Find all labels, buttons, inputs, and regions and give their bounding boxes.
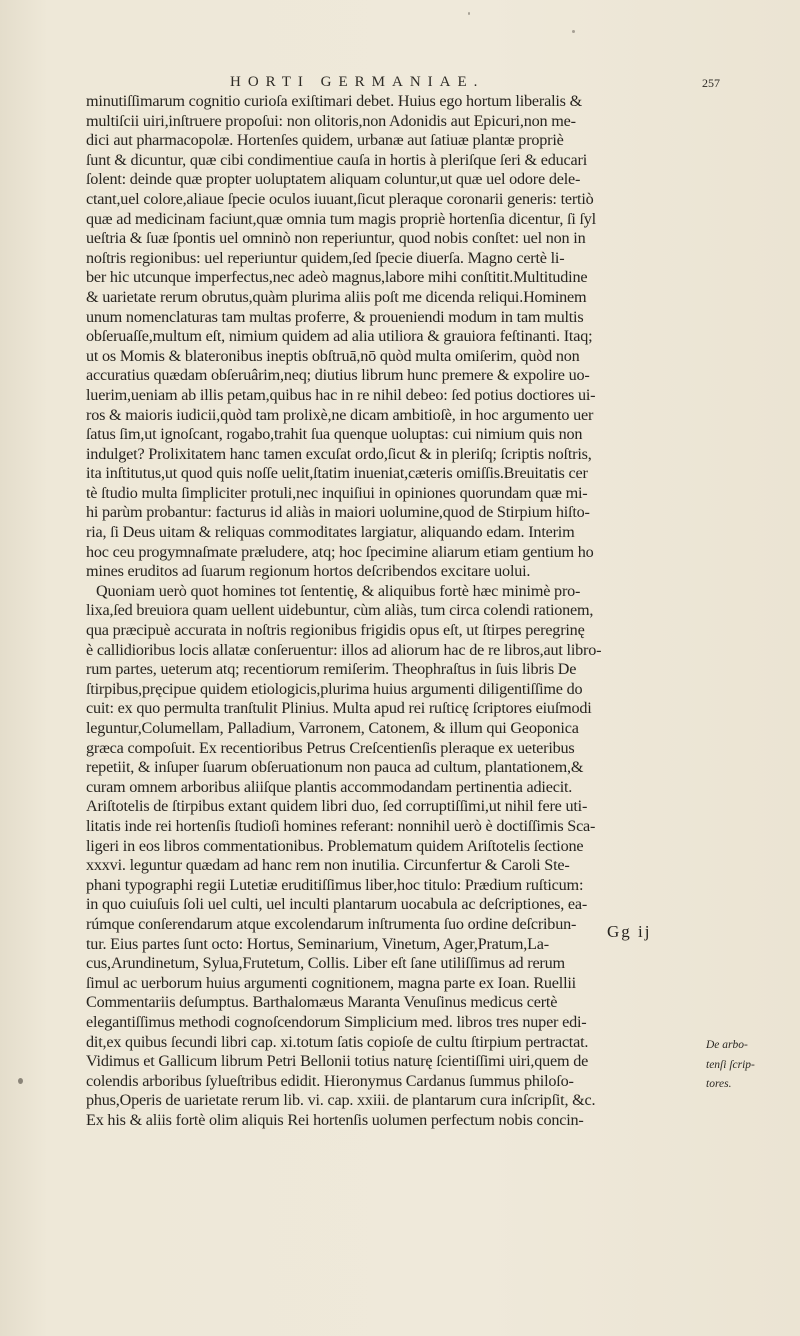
text-line: Quoniam uerò quot homines tot ſententię, & aliquibus fortè hæc minimè pro- (96, 581, 581, 600)
text-line: ſtirpibus,pręcipue quidem etiologicis,plurima huius argumenti diligentiſſime do (86, 679, 583, 698)
signature-mark: Gg ij (607, 922, 652, 941)
text-line: litatis inde rei hortenſis ſtudioſi homines referant: nonnihil uerò è doctiſſimis Sca- (86, 816, 596, 835)
text-line: rúmque conſerendarum atque excolendarum inſtrumenta ſuo ordine deſcribun- (86, 914, 577, 933)
text-line: indulget? Prolixitatem hanc tamen excuſat ordo,ſicut & in pleriſq; ſcriptis noſtris, (86, 444, 592, 463)
text-line: cus,Arundinetum, Sylua,Frutetum, Collis. Liber eſt ſane utiliſſimus ad rerum (86, 954, 565, 973)
marginal-note-line: tores. (706, 1078, 732, 1091)
text-line: cuit: ex quo permulta tranſtulit Plinius. Multa apud rei ruſticę ſcriptores eiuſmodi (86, 699, 592, 718)
text-line: noſtris regionibus: uel reperiuntur quidem,ſed ſpecie diuerſa. Magno certè li- (86, 248, 565, 267)
text-line: tur. Eius partes ſunt octo: Hortus, Seminarium, Vinetum, Ager,Pratum,La- (86, 934, 549, 953)
text-line: luerim,ueniam ab illis petam,quibus hac in re nihil debeo: ſed potius doctiores ui- (86, 385, 596, 404)
text-line: repetiit, & inſuper ſuarum obſeruationum non pauca ad cultum, plantationem,& (86, 758, 584, 777)
text-line: hoc ceu progymnaſmate præludere, atq; hoc ſpecimine aliarum etiam gentium ho (86, 542, 594, 561)
text-line: minutiſſimarum cognitio curioſa exiſtimari debet. Huius ego hortum liberalis & (86, 92, 583, 110)
text-line: unum nomenclaturas tam multas proferre, & proueniendi modum in tam multis (86, 307, 584, 326)
paper-speck (468, 12, 470, 15)
text-line: è callidioribus locis allatæ conſeruentur: illos ad aliorum hac de re libros,aut libro- (86, 640, 602, 659)
text-line: quæ ad medicinam faciunt,quæ omnia tum magis propriè hortenſia dicentur, ſi ſyl (86, 209, 596, 228)
running-head: HORTI GERMANIAE. (230, 74, 485, 90)
text-line: colendis arboribus ſylueſtribus edidit. Hieronymus Cardanus ſummus philoſo- (86, 1071, 574, 1090)
page-number: 257 (702, 76, 720, 90)
text-line: phus,Operis de uarietate rerum lib. vi. cap. xxiii. de plantarum cura inſcripſit, &c. (86, 1091, 596, 1110)
text-line: ueſtria & ſuæ ſpontis uel omninò non reperiuntur, quod nobis conſtet: uel non in (86, 229, 586, 248)
text-line: ber hic utcunque imperfectus,nec adeò magnus,labore mihi conſtitit.Multitudine (86, 268, 588, 287)
text-line: obſeruaſſe,multum eſt, nimium quidem ad alia utiliora & grauiora feſtinanti. Itaq; (86, 327, 593, 346)
text-line: mines eruditos ad ſuarum regionum hortos deſcribendos excitare uolui. (86, 562, 531, 581)
text-line: leguntur,Columellam, Palladium, Varronem, Catonem, & illum qui Geoponica (86, 719, 579, 737)
text-line: Vidimus et Gallicum librum Petri Bellonii totius naturę ſcientiſſimi uiri,quem de (86, 1052, 589, 1071)
text-line: Ariſtotelis de ſtirpibus extant quidem libri duo, ſed corruptiſſimi,ut nihil fere uti- (86, 797, 588, 816)
body-text (86, 92, 696, 1130)
text-line: hi parùm probantur: facturus id aliàs in maiori uolumine,quod de Stirpium hiſto- (86, 503, 590, 522)
text-line: accuratius quædam obſeruârim,neq; diutius librum hunc premere & expolire uo- (86, 366, 590, 385)
text-line: xxxvi. leguntur quædam ad hanc rem non inutilia. Circunfertur & Caroli Ste- (86, 856, 570, 875)
text-line: lixa,ſed breuiora quam uellent uidebuntur, cùm aliàs, tum circa colendi rationem, (86, 601, 594, 620)
text-line: ſolent: deinde quæ propter uoluptatem aliquam coluntur,ut quæ uel odore dele- (86, 170, 581, 189)
text-line: græca compoſuit. Ex recentioribus Petrus Creſcentienſis pleraque ex ueteribus (86, 738, 575, 757)
paper-speck (18, 1078, 23, 1084)
text-line: Commentariis deſumptus. Barthalomæus Maranta Venuſinus medicus certè (86, 993, 558, 1012)
text-line: ſatus ſim,ut ignoſcant, rogabo,trahit ſua quenque uoluptas: cui nimium quis non (86, 425, 583, 444)
text-line: Ex his & aliis fortè olim aliquis Rei hortenſis uolumen perfectum nobis concin- (86, 1110, 584, 1129)
text-line: ut os Momis & blateronibus ineptis obſtruā,nō quòd multa omiſerim, quòd non (86, 346, 580, 365)
text-line: ria, ſi Deus uitam & reliquas commoditates largiatur, aliquando edam. Interim (86, 523, 575, 542)
text-line: elegantiſſimus methodi cognoſcendorum Simplicium med. libros tres nuper edi- (86, 1012, 587, 1031)
text-line: ita inſtitutus,ut quod quis noſſe uelit,ſtatim inueniat,cæteris omiſſis.Breuitatis cer (86, 464, 588, 483)
text-line: tè ſtudio multa ſimpliciter protuli,nec inquiſiui in opiniones quorundam quæ mi- (86, 483, 588, 502)
text-line: curam omnem arboribus aliiſque plantis accommodandam pertinentia adiecit. (86, 777, 573, 796)
text-line: phani typographi regii Lutetiæ eruditiſſimus liber,hoc titulo: Prædium ruſticum: (86, 875, 584, 894)
text-line: multiſcii uiri,inſtruere propoſui: non olitoris,non Adonidis aut Epicuri,non me- (86, 111, 576, 130)
text-line: ros & maioris iudicii,quòd tam prolixè,ne dicam ambitioſè, in hoc argumento uer (86, 405, 594, 424)
marginal-note-line: De arbo- (706, 1039, 748, 1051)
text-line: dici aut pharmacopolæ. Hortenſes quidem, urbanæ aut ſatiuæ plantæ propriè (86, 131, 564, 150)
paper-speck (572, 30, 575, 33)
text-line: ſunt & dicuntur, quæ cibi condimentiue cauſa in hortis à pleriſque ſeri & educari (86, 150, 588, 169)
text-line: ctant,uel colore,aliaue ſpecie oculos iuuant,ſicut pleraque coronarii generis: tertiò (86, 189, 594, 208)
text-line: rum partes, ueterum atq; recentiorum remiſerim. Theophraſtus in ſuis libris De (86, 660, 577, 679)
text-line: ſimul ac uerborum huius argumenti cognitionem, magna parte ex Ioan. Ruellii (86, 973, 576, 992)
text-line: qua præcipuè accurata in noſtris regionibus frigidis opus eſt, ut ſtirpes peregrinę (86, 621, 585, 640)
text-line: & uarietate rerum obrutus,quàm plurima aliis poſt me dicenda reliqui.Hominem (86, 287, 587, 306)
text-line: in quo cuiuſuis ſoli uel culti, uel inculti plantarum uocabula ac deſcriptiones, ea- (86, 895, 588, 914)
marginal-note (706, 1036, 786, 1095)
text-line: ligeri in eos libros commentationibus. Problematum quidem Ariſtotelis ſectione (86, 836, 584, 855)
marginal-note-line: tenſi ſcrip- (706, 1058, 755, 1071)
text-line: dit,ex quibus ſecundi libri cap. xi.totum ſatis copioſe de cultu ſtirpium pertractat. (86, 1032, 589, 1051)
